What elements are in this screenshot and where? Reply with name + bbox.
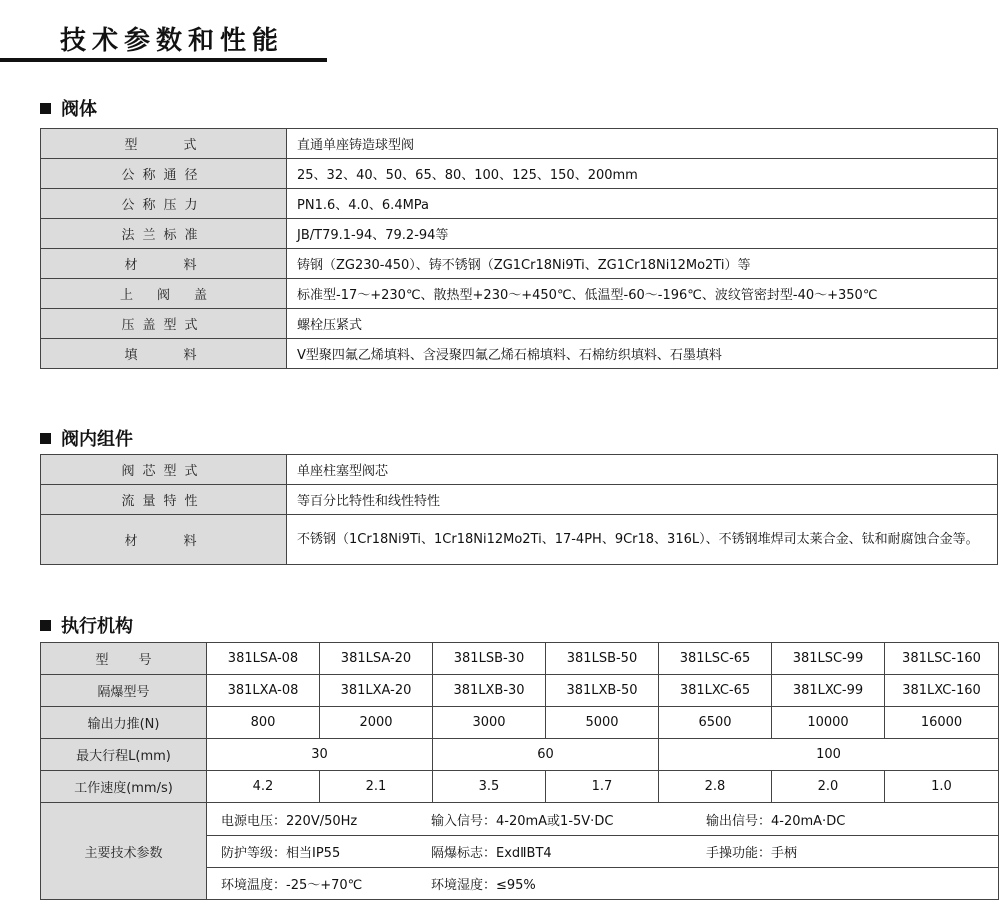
- square-bullet-icon: [40, 620, 51, 631]
- model-cell: 381LSC-160: [885, 643, 999, 675]
- row-value: 螺栓压紧式: [287, 309, 998, 339]
- model-cell: 381LSC-99: [772, 643, 885, 675]
- model-cell: 381LSA-08: [207, 643, 320, 675]
- model-label: 型号: [41, 643, 207, 675]
- table-row: [41, 455, 998, 485]
- row-label: 上阀盖: [41, 279, 287, 309]
- stroke-cell: 60: [433, 739, 659, 771]
- title-underline: [0, 58, 327, 62]
- table-row: [41, 339, 998, 369]
- row-value: 等百分比特性和线性特性: [287, 485, 998, 515]
- row-value: 25、32、40、50、65、80、100、125、150、200mm: [287, 159, 998, 189]
- param-line: [207, 835, 998, 867]
- thrust-cell: 16000: [885, 707, 999, 739]
- param-protection: 防护等级：相当IP55: [221, 846, 341, 861]
- row-value: 标准型-17～+230℃、散热型+230～+450℃、低温型-60～-196℃、波纹管密封型-40～+350℃: [287, 279, 998, 309]
- param-power: 电源电压：220V/50Hz: [221, 813, 358, 829]
- param-temp: 环境温度：-25～+70℃: [221, 878, 363, 893]
- table-row: [41, 249, 998, 279]
- actuator-spec-table: [40, 642, 999, 900]
- params-cell: [207, 803, 999, 900]
- row-label: 公称压力: [41, 189, 287, 219]
- thrust-cell: 2000: [320, 707, 433, 739]
- row-value: PN1.6、4.0、6.4MPa: [287, 189, 998, 219]
- table-row: [41, 707, 999, 739]
- model-cell: 381LSB-50: [546, 643, 659, 675]
- row-label: 型式: [41, 129, 287, 159]
- table-row: [41, 771, 999, 803]
- params-label: 主要技术参数: [41, 803, 207, 900]
- thrust-label: 输出力推(N): [41, 707, 207, 739]
- section-title-body: 阀体: [61, 99, 97, 120]
- param-manual: 手操功能：手柄: [706, 846, 798, 861]
- param-explosion: 隔爆标志：ExdⅡBT4: [431, 846, 552, 861]
- explosion-model-cell: 381LXA-08: [207, 675, 320, 707]
- table-row: [41, 739, 999, 771]
- model-cell: 381LSB-30: [433, 643, 546, 675]
- row-label: 填料: [41, 339, 287, 369]
- speed-cell: 1.7: [546, 771, 659, 803]
- speed-cell: 3.5: [433, 771, 546, 803]
- row-value: V型聚四氟乙烯填料、含浸聚四氟乙烯石棉填料、石棉纺织填料、石墨填料: [287, 339, 998, 369]
- table-row: [41, 129, 998, 159]
- model-cell: 381LSA-20: [320, 643, 433, 675]
- section-heading-body: [40, 95, 97, 121]
- explosion-model-cell: 381LXB-30: [433, 675, 546, 707]
- section-heading-actuator: [40, 612, 133, 638]
- explosion-model-cell: 381LXA-20: [320, 675, 433, 707]
- thrust-cell: 3000: [433, 707, 546, 739]
- param-line: [207, 867, 998, 899]
- section-title-actuator: 执行机构: [61, 616, 133, 637]
- speed-cell: 2.8: [659, 771, 772, 803]
- stroke-cell: 100: [659, 739, 999, 771]
- explosion-model-cell: 381LXC-99: [772, 675, 885, 707]
- row-label: 材料: [41, 249, 287, 279]
- param-output: 输出信号：4-20mA·DC: [706, 813, 846, 829]
- page-title: 技术参数和性能: [60, 26, 285, 56]
- body-spec-table: [40, 128, 998, 369]
- thrust-cell: 10000: [772, 707, 885, 739]
- table-row: [41, 279, 998, 309]
- table-row: [41, 643, 999, 675]
- row-value: JB/T79.1-94、79.2-94等: [287, 219, 998, 249]
- speed-cell: 2.1: [320, 771, 433, 803]
- row-label: 法兰标准: [41, 219, 287, 249]
- param-humidity: 环境湿度：≤95%: [431, 878, 536, 893]
- thrust-cell: 5000: [546, 707, 659, 739]
- explosion-model-label: 隔爆型号: [41, 675, 207, 707]
- row-label: 阀芯型式: [41, 455, 287, 485]
- table-row: [41, 309, 998, 339]
- stroke-cell: 30: [207, 739, 433, 771]
- row-value: 直通单座铸造球型阀: [287, 129, 998, 159]
- explosion-model-cell: 381LXC-65: [659, 675, 772, 707]
- param-line: [221, 803, 988, 835]
- section-heading-internals: [40, 425, 133, 451]
- row-label: 压盖型式: [41, 309, 287, 339]
- speed-cell: 1.0: [885, 771, 999, 803]
- row-value: 不锈钢（1Cr18Ni9Ti、1Cr18Ni12Mo2Ti、17-4PH、9Cr18、316L）、不锈钢堆焊司太莱合金、钛和耐腐蚀合金等。: [287, 515, 998, 565]
- row-value: 单座柱塞型阀芯: [287, 455, 998, 485]
- speed-cell: 2.0: [772, 771, 885, 803]
- table-row: [41, 803, 999, 900]
- stroke-label: 最大行程L(mm): [41, 739, 207, 771]
- row-label: 公称通径: [41, 159, 287, 189]
- speed-label: 工作速度(mm/s): [41, 771, 207, 803]
- explosion-model-cell: 381LXC-160: [885, 675, 999, 707]
- speed-cell: 4.2: [207, 771, 320, 803]
- square-bullet-icon: [40, 103, 51, 114]
- table-row: [41, 675, 999, 707]
- table-row: [41, 159, 998, 189]
- param-input: 输入信号：4-20mA或1-5V·DC: [431, 813, 614, 829]
- row-label: 材料: [41, 515, 287, 565]
- table-row: [41, 515, 998, 565]
- row-value: 铸钢（ZG230-450）、铸不锈钢（ZG1Cr18Ni9Ti、ZG1Cr18Ni12Mo2Ti）等: [287, 249, 998, 279]
- model-cell: 381LSC-65: [659, 643, 772, 675]
- table-row: [41, 189, 998, 219]
- thrust-cell: 6500: [659, 707, 772, 739]
- table-row: [41, 485, 998, 515]
- table-row: [41, 219, 998, 249]
- explosion-model-cell: 381LXB-50: [546, 675, 659, 707]
- thrust-cell: 800: [207, 707, 320, 739]
- section-title-internals: 阀内组件: [61, 429, 133, 450]
- row-label: 流量特性: [41, 485, 287, 515]
- square-bullet-icon: [40, 433, 51, 444]
- internals-spec-table: [40, 454, 998, 565]
